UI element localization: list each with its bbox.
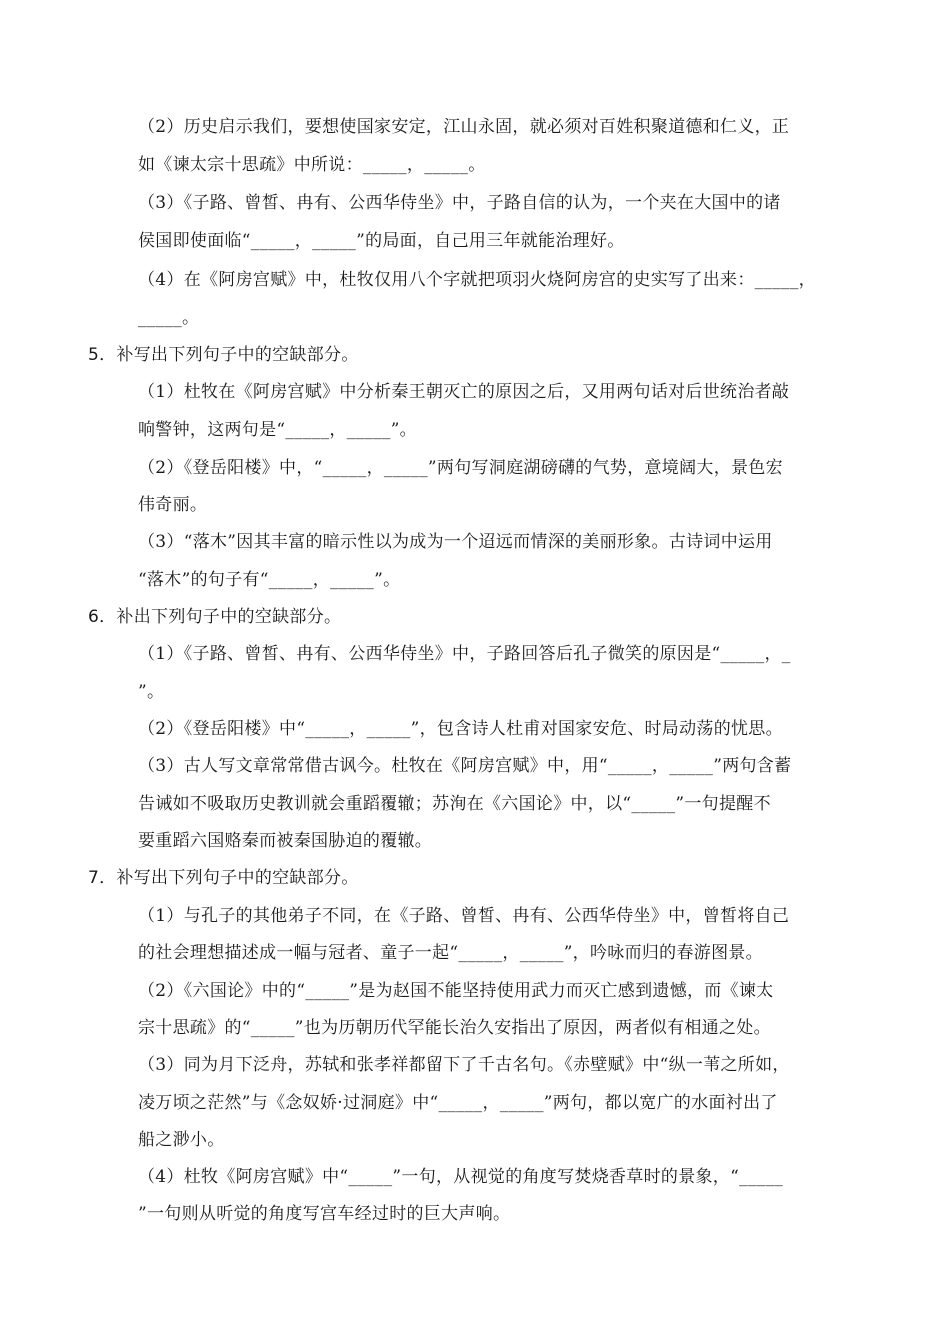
q5-item3-line2: “落木”的句子有“_____，_____”。 <box>138 570 401 590</box>
q5-item1-line1: （1）杜牧在《阿房宫赋》中分析秦王朝灭亡的原因之后，又用两句话对后世统治者敲 <box>138 382 790 402</box>
q6-item3-line2: 告诫如不吸取历史教训就会重蹈覆辙；苏洵在《六国论》中，以“_____”一句提醒不 <box>138 794 771 814</box>
q5-item2-line2: 伟奇丽。 <box>138 495 208 515</box>
q7-item4-line2: ”一句则从听觉的角度写宫车经过时的巨大声响。 <box>138 1204 511 1224</box>
q7-item3-line2: 凌万顷之茫然”与《念奴娇·过洞庭》中“_____，_____”两句，都以宽广的水面衬出了 <box>138 1093 778 1113</box>
q6-item1-line1: （1）《子路、曾皙、冉有、公西华侍坐》中，子路回答后孔子微笑的原因是“_____，_ <box>138 644 791 664</box>
q6-item3-line1: （3）古人写文章常常借古讽今。杜牧在《阿房宫赋》中，用“_____，_____”两句含蓄 <box>138 756 792 776</box>
q4-item2-line2: 如《谏太宗十思疏》中所说：_____，_____。 <box>138 155 486 175</box>
q7-item2-line2: 宗十思疏》的“_____”也为历朝历代罕能长治久安指出了原因，两者似有相通之处。 <box>138 1018 771 1038</box>
q7-item3-line3: 船之渺小。 <box>138 1130 225 1150</box>
q6-heading: 6．补出下列句子中的空缺部分。 <box>88 607 342 627</box>
q5-heading: 5．补写出下列句子中的空缺部分。 <box>88 345 359 365</box>
q7-item1-line1: （1）与孔子的其他弟子不同，在《子路、曾皙、冉有、公西华侍坐》中，曾皙将自己 <box>138 906 790 926</box>
q7-item1-line2: 的社会理想描述成一幅与冠者、童子一起“_____，_____”，吟咏而归的春游图景。 <box>138 943 763 963</box>
q4-item2-line1: （2）历史启示我们，要想使国家安定，江山永固，就必须对百姓积聚道德和仁义，正 <box>138 117 790 137</box>
q7-item4-line1: （4）杜牧《阿房宫赋》中“_____”一句，从视觉的角度写焚烧香草时的景象，“_____ <box>138 1167 784 1187</box>
q5-item1-line2: 响警钟，这两句是“_____，_____”。 <box>138 420 417 440</box>
q4-item4-line1: （4）在《阿房宫赋》中，杜牧仅用八个字就把项羽火烧阿房宫的史实写了出来：_____， <box>138 270 816 290</box>
q6-item3-line3: 要重蹈六国赂秦而被秦国胁迫的覆辙。 <box>138 831 433 851</box>
q6-item2-line1: （2）《登岳阳楼》中“_____，_____”，包含诗人杜甫对国家安危、时局动荡的忧思。 <box>138 719 783 739</box>
q7-item3-line1: （3）同为月下泛舟，苏轼和张孝祥都留下了千古名句。《赤壁赋》中“纵一苇之所如， <box>138 1055 790 1075</box>
q4-item3-line2: 侯国即使面临“_____，_____”的局面，自己用三年就能治理好。 <box>138 231 625 251</box>
q5-item2-line1: （2）《登岳阳楼》中，“_____，_____”两句写洞庭湖磅礴的气势，意境阔大，景色宏 <box>138 458 783 478</box>
q6-item1-line2: ”。 <box>138 682 165 702</box>
q4-item4-line2: _____。 <box>138 308 200 328</box>
q5-item3-line1: （3）“落木”因其丰富的暗示性以为成为一个迢远而情深的美丽形象。古诗词中运用 <box>138 532 773 552</box>
q7-heading: 7．补写出下列句子中的空缺部分。 <box>88 868 359 888</box>
q4-item3-line1: （3）《子路、曾皙、冉有、公西华侍坐》中，子路自信的认为，一个夹在大国中的诸 <box>138 193 781 213</box>
q7-item2-line1: （2）《六国论》中的“_____”是为赵国不能坚持使用武力而灭亡感到遗憾，而《谏太 <box>138 981 774 1001</box>
